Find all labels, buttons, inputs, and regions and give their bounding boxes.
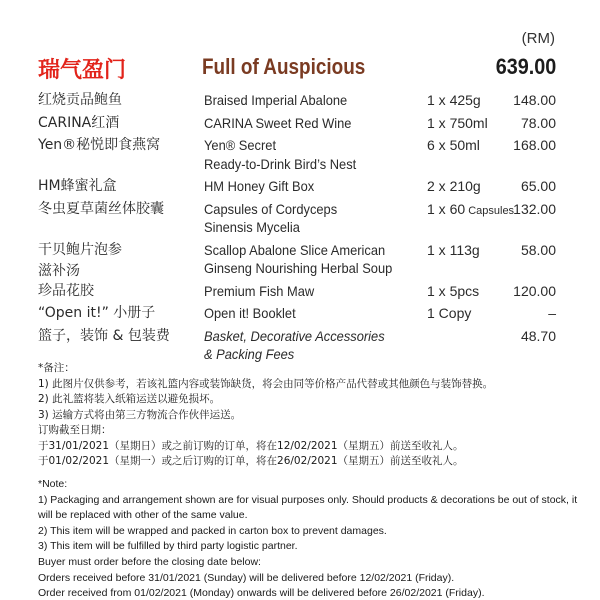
note-line: 2) This item will be wrapped and packed in carton box to prevent damages. xyxy=(38,524,387,537)
item-name-cn-line: 冬虫夏草菌丝体胶囊 xyxy=(38,200,164,217)
note-line: will be replaced with other of the same value. xyxy=(38,509,248,522)
item-name-en-line: Ready-to-Drink Bird’s Nest xyxy=(204,155,357,172)
note-line: Buyer must order before the closing date below: xyxy=(38,555,261,568)
item-name-en-line: Sinensis Mycelia xyxy=(204,219,300,235)
hamper-name-cn: 瑞气盈门 xyxy=(38,58,127,83)
item-name-en xyxy=(204,114,408,133)
item-name-cn-line: Yen®秘悦即食燕窝 xyxy=(38,137,161,153)
item-price: 148.00 xyxy=(513,92,556,108)
item-quantity: 1 x 750ml xyxy=(427,114,488,131)
item-name-en-line: & Packing Fees xyxy=(204,346,295,362)
list-item xyxy=(38,136,556,173)
item-name-en-line: Ginseng Nourishing Herbal Soup xyxy=(204,260,393,276)
note-line: 订购截至日期： xyxy=(38,424,112,436)
item-name-cn-line: 篮子，装饰 & 包装费 xyxy=(38,327,170,344)
item-name-en-line: HM Honey Gift Box xyxy=(204,178,315,194)
item-quantity: 1 x 113g xyxy=(427,241,480,258)
item-name-en-line: Open it! Booklet xyxy=(204,305,296,321)
note-line: Orders received before 31/01/2021 (Sunday) will be delivered before 12/02/2021 (Friday). xyxy=(38,571,455,584)
item-quantity: 1 Copy xyxy=(427,305,472,321)
item-price: 120.00 xyxy=(513,282,556,299)
item-name-cn xyxy=(38,241,200,281)
item-name-en xyxy=(204,136,408,173)
note-line: 2) 此礼篮将装入纸箱运送以避免损坏。 xyxy=(38,393,221,405)
item-quantity: 1 x 5pcs xyxy=(427,282,480,299)
item-name-cn-line: 干贝鲍片泡参 xyxy=(38,241,122,258)
item-name-cn-line: 珍品花胶 xyxy=(38,282,94,299)
item-name-cn xyxy=(38,177,200,196)
item-quantity: 1 x 425g xyxy=(427,92,481,108)
item-price: 132.00 xyxy=(513,200,556,217)
list-item xyxy=(38,282,556,301)
item-quantity: 2 x 210g xyxy=(427,178,481,194)
item-name-cn xyxy=(38,136,200,155)
note-line: 3) 运输方式将由第三方物流合作伙伴运送。 xyxy=(38,408,242,421)
hamper-name-en: Full of Auspicious xyxy=(202,54,366,79)
item-name-en-line: Premium Fish Maw xyxy=(204,282,315,299)
item-name-en xyxy=(204,304,408,323)
item-price: 78.00 xyxy=(520,114,556,131)
item-price: – xyxy=(548,305,556,321)
note-line: *备注： xyxy=(38,362,75,374)
item-quantity: 1 x 60 Capsules xyxy=(427,200,515,217)
item-name-cn-line: 滋补汤 xyxy=(38,263,80,279)
item-list xyxy=(38,91,556,364)
note-line: 1) 此图片仅供参考，若该礼篮内容或装饰缺货，将会由同等价格产品代替或其他颜色与装饰替换。 xyxy=(38,377,494,390)
item-name-en-line: Capsules of Cordyceps xyxy=(204,200,338,217)
list-item xyxy=(38,177,556,196)
item-name-en-line: Basket, Decorative Accessories xyxy=(204,327,385,344)
list-item xyxy=(38,241,556,278)
list-item xyxy=(38,200,556,237)
item-name-cn xyxy=(38,327,200,346)
hamper-header xyxy=(38,53,556,83)
currency-label: (RM) xyxy=(521,30,555,47)
item-name-en xyxy=(204,200,408,237)
list-item xyxy=(38,114,556,133)
item-name-cn-line: HM蜂蜜礼盒 xyxy=(38,178,117,194)
item-name-en xyxy=(204,91,408,110)
notes-english xyxy=(38,477,578,600)
item-name-en xyxy=(204,241,408,278)
item-name-cn xyxy=(38,282,200,301)
item-name-cn xyxy=(38,304,200,323)
item-name-en-line: Yen® Secret xyxy=(204,137,277,153)
item-name-en xyxy=(204,282,408,301)
item-name-en-line: Scallop Abalone Slice American xyxy=(204,241,386,258)
note-line: 于31/01/2021（星期日）或之前订购的订单，将在12/02/2021（星期五）前送至收礼人。 xyxy=(38,439,464,452)
item-quantity-unit: Capsules xyxy=(465,204,515,217)
note-line: *Note: xyxy=(38,478,68,490)
item-name-en-line: CARINA Sweet Red Wine xyxy=(204,114,352,131)
item-name-en-line: Braised Imperial Abalone xyxy=(204,92,348,108)
item-price: 168.00 xyxy=(513,137,556,153)
item-name-cn-line: “Open it!” 小册子 xyxy=(38,305,156,321)
hamper-price: 639.00 xyxy=(495,54,556,79)
item-name-cn-line: CARINA红酒 xyxy=(38,114,120,131)
note-line: 3) This item will be fulfilled by third party logistic partner. xyxy=(38,540,298,553)
item-price: 58.00 xyxy=(520,241,556,258)
notes-chinese xyxy=(38,361,578,470)
list-item xyxy=(38,91,556,110)
note-line: Order received from 01/02/2021 (Monday) onwards will be delivered before 26/02/2021 (Friday). xyxy=(38,587,485,600)
item-name-cn-line: 红烧贡品鲍鱼 xyxy=(38,92,122,108)
item-name-cn xyxy=(38,114,200,133)
item-name-cn xyxy=(38,200,200,219)
item-price: 48.70 xyxy=(520,327,556,344)
item-name-en xyxy=(204,177,408,196)
item-price: 65.00 xyxy=(520,178,556,194)
note-line: 于01/02/2021（星期一）或之后订购的订单，将在26/02/2021（星期五）前送至收礼人。 xyxy=(38,455,464,467)
item-name-en xyxy=(204,327,408,364)
list-item xyxy=(38,304,556,323)
note-line: 1) Packaging and arrangement shown are for visual purposes only. Should products & decorations be out of stock, it xyxy=(38,493,578,506)
list-item xyxy=(38,327,556,364)
item-quantity: 6 x 50ml xyxy=(427,137,480,153)
item-name-cn xyxy=(38,91,200,110)
